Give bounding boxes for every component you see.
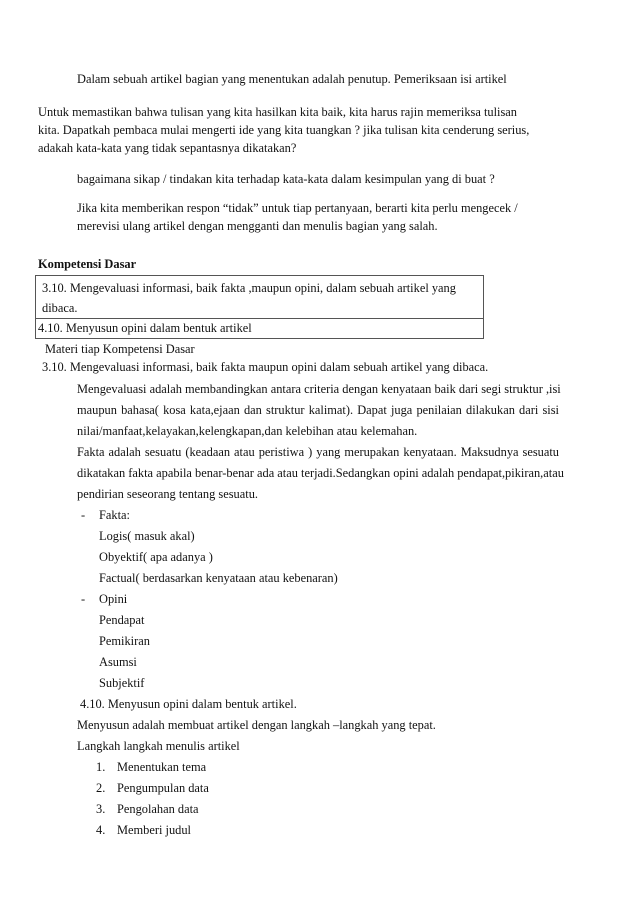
eval-line-3: nilai/manfaat,kelayakan,kelengkapan,dan kelebihan atau kelemahan.	[77, 424, 418, 438]
materi-heading: Materi tiap Kompetensi Dasar	[45, 342, 195, 356]
opini-item: Asumsi	[99, 655, 137, 669]
menyusun-definition: Menyusun adalah membuat artikel dengan langkah –langkah yang tepat.	[77, 718, 436, 732]
opini-item: Subjektif	[99, 676, 145, 690]
intro-line-1: Dalam sebuah artikel bagian yang menentukan adalah penutup. Pemeriksaan isi artikel	[77, 72, 507, 86]
step-text: Memberi judul	[117, 823, 191, 837]
intro-para2-line-2: kita. Dapatkah pembaca mulai mengerti ide yang kita tuangkan ? jika tulisan kita cenderung serius,	[38, 123, 530, 137]
materi-sub-4-10: 4.10. Menyusun opini dalam bentuk artikel.	[80, 697, 297, 711]
langkah-heading: Langkah langkah menulis artikel	[77, 739, 240, 753]
fakta-def-line-3: pendirian seseorang tentang sesuatu.	[77, 487, 258, 501]
intro-para4-line-2: merevisi ulang artikel dengan mengganti dan menulis bagian yang salah.	[77, 219, 438, 233]
opini-label: Opini	[99, 592, 128, 606]
fakta-def-line-2: dikatakan fakta apabila benar-benar ada atau terjadi.Sedangkan opini adalah pendapat,pikiran,atau	[77, 466, 564, 480]
step-text: Menentukan tema	[117, 760, 207, 774]
step-number: 1.	[96, 760, 106, 774]
dash-bullet: -	[81, 508, 86, 522]
kompetensi-heading: Kompetensi Dasar	[38, 257, 137, 271]
step-number: 4.	[96, 823, 106, 837]
intro-para4-line-1: Jika kita memberikan respon “tidak” untuk tiap pertanyaan, berarti kita perlu mengecek /	[77, 201, 518, 215]
fakta-label: Fakta:	[99, 508, 130, 522]
kompetensi-row1-line-2: dibaca.	[42, 301, 78, 315]
opini-item: Pendapat	[99, 613, 145, 627]
kompetensi-row-3-10	[36, 276, 483, 319]
fakta-def-line-1: Fakta adalah sesuatu (keadaan atau peristiwa ) yang merupakan kenyataan. Maksudnya sesuatu	[77, 445, 559, 459]
dash-bullet: -	[81, 592, 86, 606]
step-text: Pengolahan data	[117, 802, 199, 816]
intro-para3: bagaimana sikap / tindakan kita terhadap kata-kata dalam kesimpulan yang di buat ?	[77, 172, 495, 186]
fakta-item: Logis( masuk akal)	[99, 529, 195, 543]
step-text: Pengumpulan data	[117, 781, 209, 795]
step-number: 2.	[96, 781, 106, 795]
kompetensi-row-4-10	[36, 319, 483, 339]
fakta-item: Obyektif( apa adanya )	[99, 550, 213, 564]
materi-sub-3-10: 3.10. Mengevaluasi informasi, baik fakta maupun opini dalam sebuah artikel yang dibaca.	[42, 360, 489, 374]
kompetensi-row2-text: 4.10. Menyusun opini dalam bentuk artikel	[38, 321, 252, 335]
kompetensi-row1-line-1: 3.10. Mengevaluasi informasi, baik fakta ,maupun opini, dalam sebuah artikel yang	[42, 281, 456, 295]
kompetensi-table	[35, 275, 484, 339]
intro-para2-line-3: adakah kata-kata yang tidak sepantasnya dikatakan?	[38, 141, 297, 155]
fakta-item: Factual( berdasarkan kenyataan atau kebenaran)	[99, 571, 338, 585]
step-number: 3.	[96, 802, 106, 816]
opini-item: Pemikiran	[99, 634, 150, 648]
eval-line-2: maupun bahasa( kosa kata,ejaan dan struktur kalimat). Dapat juga penilaian dilakukan dari sisi	[77, 403, 559, 417]
intro-para2-line-1: Untuk memastikan bahwa tulisan yang kita hasilkan kita baik, kita harus rajin memeriksa tulisan	[38, 105, 517, 119]
eval-line-1: Mengevaluasi adalah membandingkan antara criteria dengan kenyataan baik dari segi struktur ,isi	[77, 382, 561, 396]
